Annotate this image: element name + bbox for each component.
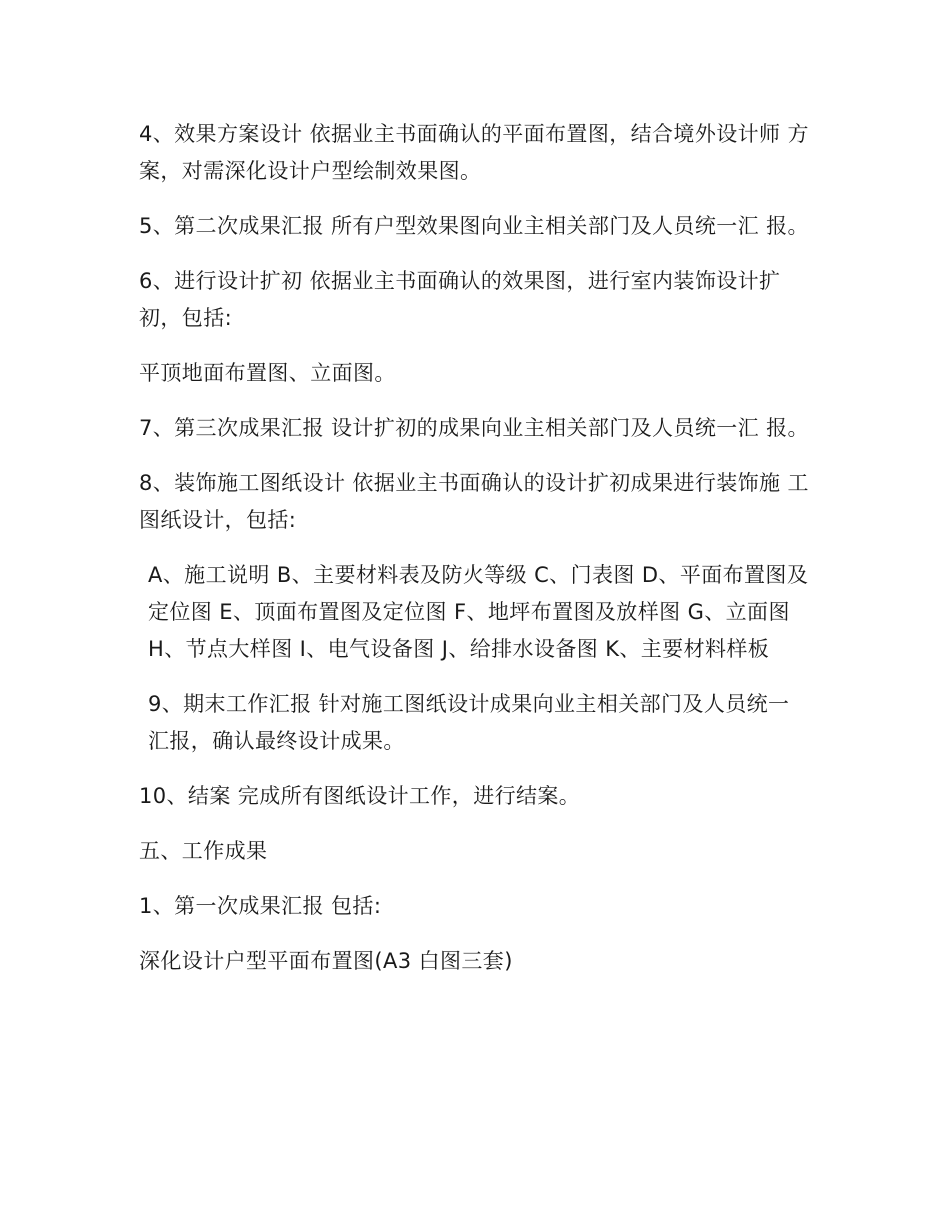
document-body (139, 116, 814, 998)
paragraph-step-5: 5、第二次成果汇报 所有户型效果图向业主相关部门及人员统一汇 报。 (139, 214, 809, 238)
paragraph-result-1-items: 深化设计户型平面布置图(A3 白图三套) (139, 949, 513, 973)
paragraph-step-9: 9、期末工作汇报 针对施工图纸设计成果向业主相关部门及人员统一 汇报，确认最终设计成果。 (148, 692, 790, 753)
paragraph-step-8-items: A、施工说明 B、主要材料表及防火等级 C、门表图 D、平面布置图及定位图 E、顶面布置图及定位图 F、地坪布置图及放样图 G、立面图 H、节点大样图 I、电气设备图 J、给排水设备图 K、主要材料样板 (148, 563, 809, 661)
paragraph-result-1: 1、第一次成果汇报 包括: (139, 894, 382, 918)
paragraph-step-10: 10、结案 完成所有图纸设计工作，进行结案。 (139, 784, 581, 808)
paragraph-step-4: 4、效果方案设计 依据业主书面确认的平面布置图，结合境外设计师 方案，对需深化设计户型绘制效果图。 (139, 122, 809, 183)
paragraph-step-6: 6、进行设计扩初 依据业主书面确认的效果图，进行室内装饰设计扩 初，包括: (139, 269, 781, 330)
paragraph-step-7: 7、第三次成果汇报 设计扩初的成果向业主相关部门及人员统一汇 报。 (139, 416, 809, 440)
paragraph-step-8: 8、装饰施工图纸设计 依据业主书面确认的设计扩初成果进行装饰施 工图纸设计，包括: (139, 471, 809, 532)
paragraph-step-6-items: 平顶地面布置图、立面图。 (139, 361, 396, 385)
section-heading-work-results: 五、工作成果 (139, 839, 268, 863)
